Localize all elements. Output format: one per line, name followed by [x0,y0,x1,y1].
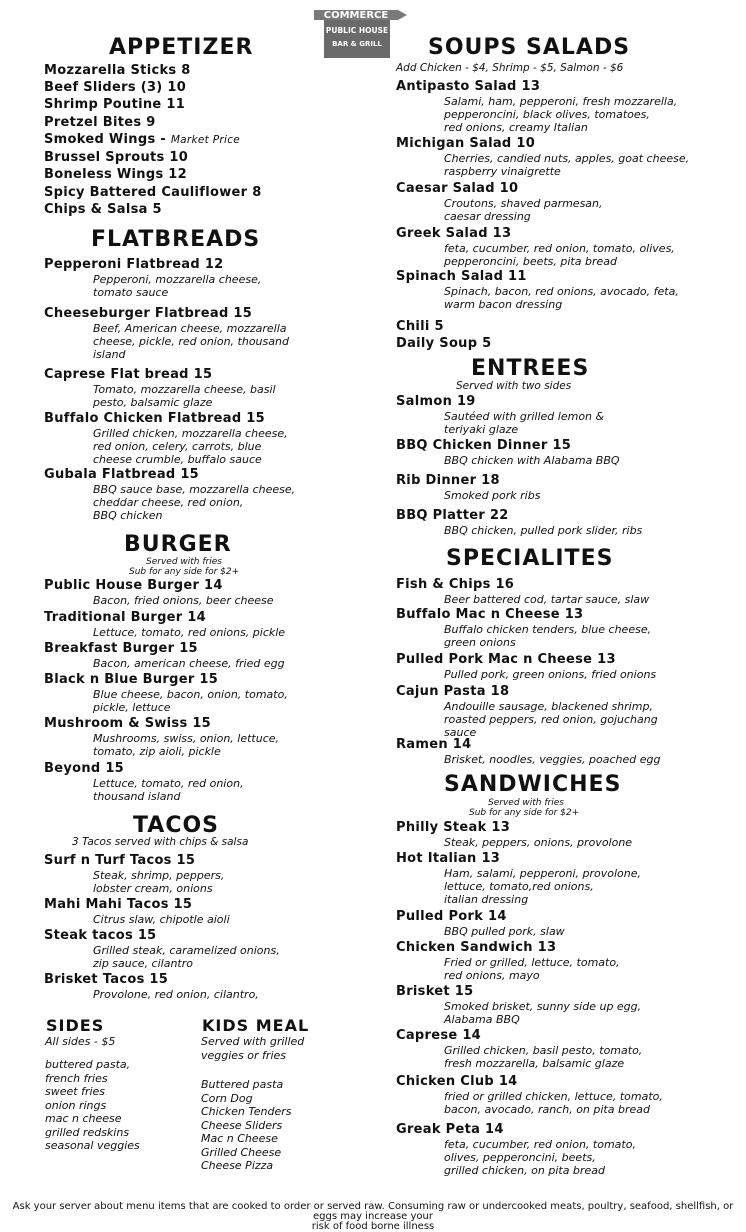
soups-title: SOUPS SALADS [428,35,631,60]
item-name [396,819,736,836]
item-description: Lettuce, tomato, red onions, pickle [93,626,286,639]
item-name [44,149,384,166]
item-name-text: Greek Salad 13 [396,226,512,241]
sides-list-item: mac n cheese [45,1112,122,1125]
item-name-text: Cheeseburger Flatbread 15 [44,306,253,321]
item-name-text: Caprese Flat bread 15 [44,367,213,382]
item-name [44,201,384,218]
item-name [44,114,384,131]
item-description: Cherries, candied nuts, apples, goat cheese, raspberry vinaigrette [444,152,690,178]
kids-sub2: veggies or fries [201,1049,286,1062]
item-name-text: BBQ Chicken Dinner 15 [396,438,572,453]
item-description: Salami, ham, pepperoni, fresh mozzarella, pepperoncini, black olives, tomatoes, red onions, creamy Italian [444,95,678,134]
item-name [396,939,736,956]
sides-list-item: buttered pasta, [45,1058,131,1071]
appetizer-item [44,149,384,166]
item-name [396,225,736,242]
entrees-item [396,437,736,467]
item-name-text: Caprese 14 [396,1028,482,1043]
sides-list-item: french fries [45,1071,108,1085]
item-name-text: Gubala Flatbread 15 [44,467,200,482]
item-description: Mushrooms, swiss, onion, lettuce, tomato, zip aioli, pickle [93,732,280,758]
item-name-text: Cajun Pasta 18 [396,684,510,699]
item-name-text: Smoked Wings - [44,132,171,147]
item-name-text: Greak Peta 14 [396,1122,504,1137]
item-description: Provolone, red onion, cilantro, [93,988,259,1001]
item-name [44,927,384,944]
item-name [396,78,736,95]
item-name-text: Chips & Salsa 5 [44,202,162,217]
flatbreads-title: FLATBREADS [91,227,261,252]
item-name [44,410,384,427]
appetizer-item [44,62,384,79]
sandwiches-sub1: Served with fries [488,798,564,808]
sides-title: SIDES [46,1016,105,1035]
item-description: Grilled chicken, basil pesto, tomato, fresh mozzarella, balsamic glaze [444,1044,643,1070]
soups-item [396,318,736,335]
specialites-item [396,576,736,606]
sandwiches-item [396,1027,736,1070]
sides-sub: All sides - $5 [45,1035,116,1048]
item-name-text: Rib Dinner 18 [396,473,500,488]
sides-list-item: onion rings [45,1098,107,1112]
sandwiches-item [396,908,736,938]
item-name [44,896,384,913]
burger-item [44,577,384,607]
item-description: Grilled chicken, mozzarella cheese, red onion, celery, carrots, blue cheese crumble, buffalo sauce [93,427,288,466]
soups-item [396,78,736,134]
sandwiches-item [396,983,736,1026]
item-name [396,908,736,925]
kids-sub1: Served with grilled [201,1035,305,1048]
item-name-text: Pepperoni Flatbread 12 [44,257,224,272]
item-name [44,62,384,79]
item-name-text: Brussel Sprouts 10 [44,150,189,165]
logo-line1: COMMERCE [323,10,389,21]
item-name-text: Salmon 19 [396,394,476,409]
item-name-text: Caesar Salad 10 [396,181,519,196]
footer-line2: risk of food borne illness [311,1221,435,1232]
item-name [44,715,384,732]
item-description: Sautéed with grilled lemon & teriyaki glaze [444,410,605,436]
item-name [396,472,736,489]
item-name [396,736,736,753]
entrees-item [396,393,736,436]
appetizer-item [44,114,384,131]
item-name [396,850,736,867]
item-name [396,437,736,454]
sides-list-item: sweet fries [45,1085,106,1098]
kids-list-item: Corn Dog [201,1091,253,1105]
sides-list-item: grilled redskins [45,1125,130,1139]
item-description: Smoked brisket, sunny side up egg, Alabama BBQ [444,1000,642,1026]
item-name-text: Brisket Tacos 15 [44,972,169,987]
item-name [44,256,384,273]
appetizer-item [44,96,384,113]
entrees-item [396,472,736,502]
item-name-text: Pulled Pork Mac n Cheese 13 [396,652,616,667]
kids-list-item: Mac n Cheese [201,1132,278,1145]
sides-list-item: seasonal veggies [45,1139,140,1152]
item-name-text: Black n Blue Burger 15 [44,672,219,687]
item-description: BBQ chicken with Alabama BBQ [444,454,620,467]
item-name [396,1027,736,1044]
soups-item [396,225,736,268]
tacos-item [44,852,384,895]
item-description: Buffalo chicken tenders, blue cheese, green onions [444,623,652,649]
item-name [396,335,736,352]
appetizer-item [44,166,384,183]
kids-list-item: Chicken Tenders [201,1105,292,1118]
entrees-item [396,507,736,537]
kids-title: KIDS MEAL [202,1016,310,1035]
item-name-text: BBQ Platter 22 [396,508,509,523]
item-description: BBQ pulled pork, slaw [444,925,565,938]
tacos-item [44,896,384,926]
item-name-text: Michigan Salad 10 [396,136,536,151]
item-name-text: Spinach Salad 11 [396,269,527,284]
item-description: Smoked pork ribs [444,489,541,502]
burger-item [44,760,384,803]
tacos-sub: 3 Tacos served with chips & salsa [72,836,249,848]
item-name-text: Chicken Sandwich 13 [396,940,557,955]
flatbreads-item [44,305,384,361]
item-description: Pepperoni, mozzarella cheese, tomato sauce [93,273,262,299]
item-description: Croutons, shaved parmesan, caesar dressing [444,197,603,223]
kids-list [201,1078,291,1173]
item-description: Steak, shrimp, peppers, lobster cream, onions [93,869,225,895]
item-description: Pulled pork, green onions, fried onions [444,668,657,681]
sides-list [45,1058,140,1153]
item-description: feta, cucumber, red onion, tomato, olives, pepperoncini, beets, pita bread [444,242,675,268]
item-name [44,166,384,183]
item-name [44,466,384,483]
specialites-item [396,606,736,649]
item-description: BBQ sauce base, mozzarella cheese, cheddar cheese, red onion, BBQ chicken [93,483,296,522]
sandwiches-item [396,819,736,849]
item-name-text: Mozzarella Sticks 8 [44,63,191,78]
sandwiches-item [396,850,736,906]
flatbreads-item [44,466,384,522]
item-description: Ham, salami, pepperoni, provolone, lettuce, tomato,red onions, italian dressing [444,867,642,906]
item-name-text: Mahi Mahi Tacos 15 [44,897,193,912]
item-name [44,760,384,777]
item-name-text: Pretzel Bites 9 [44,115,156,130]
burger-sub2: Sub for any side for $2+ [129,567,240,577]
flatbreads-item [44,366,384,409]
item-description: Andouille sausage, blackened shrimp, roasted peppers, red onion, gojuchang sauce [444,700,658,739]
footer-disclaimer [0,1202,746,1232]
soups-item [396,335,736,352]
item-name-text: Beyond 15 [44,761,125,776]
appetizer-item [44,201,384,218]
item-description: Grilled steak, caramelized onions, zip sauce, cilantro [93,944,280,970]
item-name-text: Brisket 15 [396,984,474,999]
appetizer-item [44,131,384,149]
item-description: Bacon, american cheese, fried egg [93,657,285,670]
entrees-title: ENTREES [471,356,590,381]
burger-item [44,671,384,714]
item-description: feta, cucumber, red onion, tomato, olives, pepperoncini, beets, grilled chicken, on pita bread [444,1138,636,1177]
flatbreads-item [44,410,384,466]
item-name-text: Hot Italian 13 [396,851,501,866]
sandwiches-sub2: Sub for any side for $2+ [469,808,580,818]
item-name-text: Daily Soup 5 [396,336,492,351]
item-name [396,683,736,700]
appetizer-item [44,184,384,201]
item-name [396,651,736,668]
item-name-text: Chili 5 [396,319,444,334]
item-name-text: Fish & Chips 16 [396,577,515,592]
logo-line2: PUBLIC HOUSE [325,26,389,35]
specialites-item [396,683,736,739]
item-description: Lettuce, tomato, red onion, thousand island [93,777,244,803]
item-description: Beer battered cod, tartar sauce, slaw [444,593,650,606]
item-description: fried or grilled chicken, lettuce, tomato, bacon, avocado, ranch, on pita bread [444,1090,663,1116]
burger-title: BURGER [124,532,232,557]
item-name-text: Surf n Turf Tacos 15 [44,853,196,868]
item-description: Spinach, bacon, red onions, avocado, feta, warm bacon dressing [444,285,679,311]
item-name [44,305,384,322]
item-name-text: Philly Steak 13 [396,820,511,835]
tacos-item [44,971,384,1001]
item-name [44,640,384,657]
sandwiches-item [396,1073,736,1116]
item-name-text: Steak tacos 15 [44,928,157,943]
item-name-text: Beef Sliders (3) 10 [44,80,187,95]
item-name-text: Buffalo Mac n Cheese 13 [396,607,584,622]
soups-item [396,135,736,178]
item-name-text: Public House Burger 14 [44,578,223,593]
kids-list-item: Cheese Pizza [201,1159,274,1172]
item-description: Beef, American cheese, mozzarella cheese, pickle, red onion, thousand island [93,322,289,361]
kids-list-item: Grilled Cheese [201,1145,282,1159]
item-name [44,131,384,149]
item-description: Citrus slaw, chipotle aioli [93,913,230,926]
appetizer-title: APPETIZER [109,35,254,60]
item-name-text: Ramen 14 [396,737,472,752]
item-name-text: Breakfast Burger 15 [44,641,198,656]
footer-line1: Ask your server about menu items that are cooked to order or served raw. Consuming raw or undercooked meats, poultry, seafood, shellfish, or eggs may increase your [12,1201,734,1222]
item-name [44,184,384,201]
item-description: Brisket, noodles, veggies, poached egg [444,753,661,766]
kids-list-item: Buttered pasta [201,1078,284,1091]
sandwiches-item [396,939,736,982]
item-name [396,393,736,410]
item-name [44,577,384,594]
item-description: Steak, peppers, onions, provolone [444,836,633,849]
tacos-title: TACOS [133,813,220,838]
item-name [396,507,736,524]
item-name [44,366,384,383]
specialites-title: SPECIALITES [446,546,614,571]
sandwiches-item [396,1121,736,1177]
logo-line3: BAR & GRILL [332,40,382,48]
specialites-item [396,651,736,681]
item-name-text: Shrimp Poutine 11 [44,97,186,112]
item-name [44,96,384,113]
burger-sub1: Served with fries [146,557,222,567]
burger-item [44,640,384,670]
logo [310,8,408,60]
specialites-item [396,736,736,766]
item-name [44,852,384,869]
item-name [44,971,384,988]
tacos-item [44,927,384,970]
item-description: Fried or grilled, lettuce, tomato, red onions, mayo [444,956,620,982]
entrees-sub: Served with two sides [456,380,572,392]
sandwiches-title: SANDWICHES [444,772,622,797]
appetizer-item [44,79,384,96]
item-description: Bacon, fried onions, beer cheese [93,594,274,607]
item-name [396,135,736,152]
item-name-text: Pulled Pork 14 [396,909,507,924]
item-name [396,180,736,197]
item-name [44,671,384,688]
item-name [396,576,736,593]
item-name [396,1121,736,1138]
item-name-text: Buffalo Chicken Flatbread 15 [44,411,265,426]
item-name-text: Traditional Burger 14 [44,610,207,625]
item-name-text: Spicy Battered Cauliflower 8 [44,185,262,200]
item-name [44,79,384,96]
kids-list-item: Cheese Sliders [201,1118,283,1132]
soups-item [396,268,736,311]
item-name [396,606,736,623]
item-note: Market Price [170,134,241,146]
soups-sub: Add Chicken - $4, Shrimp - $5, Salmon - $6 [396,62,624,74]
item-name [396,1073,736,1090]
item-description: Tomato, mozzarella cheese, basil pesto, balsamic glaze [93,383,276,409]
item-name-text: Mushroom & Swiss 15 [44,716,212,731]
item-name-text: Chicken Club 14 [396,1074,518,1089]
item-name-text: Boneless Wings 12 [44,167,187,182]
flatbreads-item [44,256,384,299]
item-name [396,268,736,285]
soups-item [396,180,736,223]
item-description: BBQ chicken, pulled pork slider, ribs [444,524,643,537]
item-name [396,318,736,335]
item-description: Blue cheese, bacon, onion, tomato, pickle, lettuce [93,688,288,714]
item-name-text: Antipasto Salad 13 [396,79,541,94]
item-name [396,983,736,1000]
burger-item [44,715,384,758]
item-name [44,609,384,626]
burger-item [44,609,384,639]
